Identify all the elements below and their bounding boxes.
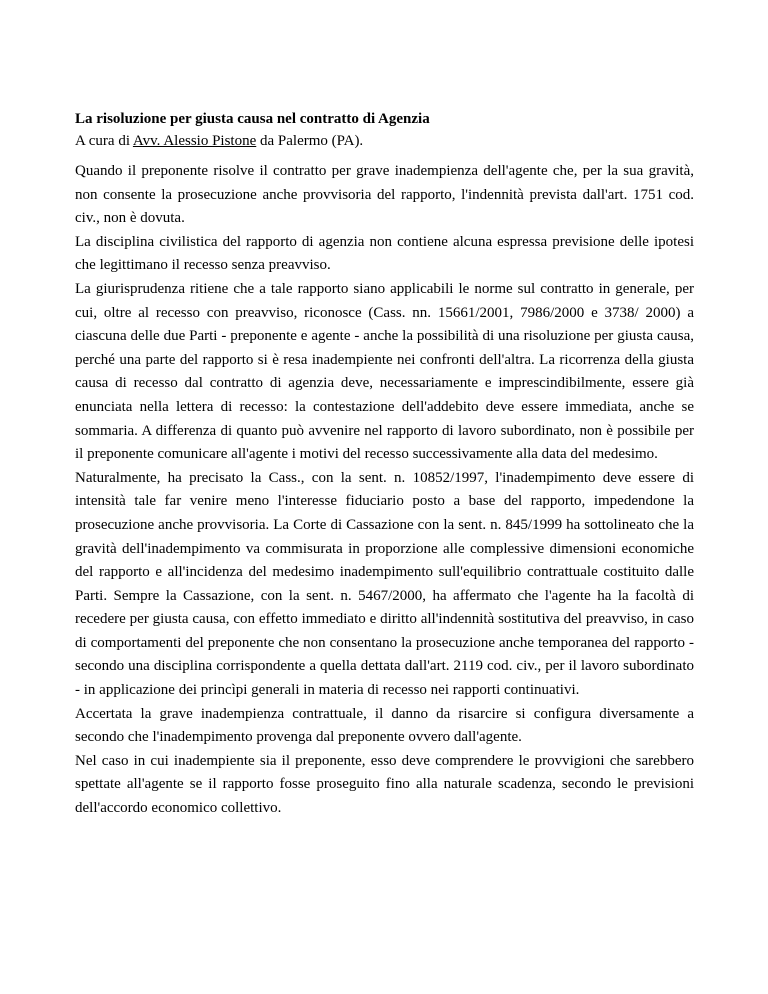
paragraph-1: Quando il preponente risolve il contratto per grave inadempienza dell'agente che, per la sua gravità, non consente la prosecuzione anche provvisoria del rapporto, l'indennità prevista dall'art. 1751 cod. civ., non è dovuta. xyxy=(75,163,694,227)
byline-prefix: A cura di xyxy=(75,133,133,149)
author-link[interactable]: Avv. Alessio Pistone xyxy=(132,133,257,149)
byline-suffix: da Palermo (PA). xyxy=(256,133,364,149)
document-title: La risoluzione per giusta causa nel contratto di Agenzia xyxy=(75,111,430,127)
paragraph-5: Accertata la grave inadempienza contrattuale, il danno da risarcire si configura diversamente a secondo che l'inadempimento provenga dal preponente ovvero dall'agente. xyxy=(75,705,694,746)
paragraph-2: La disciplina civilistica del rapporto di agenzia non contiene alcuna espressa previsione delle ipotesi che legittimano il recesso senza preavviso. xyxy=(75,233,694,274)
document-byline xyxy=(75,130,694,152)
paragraph-6: Nel caso in cui inadempiente sia il preponente, esso deve comprendere le provvigioni che sarebbero spettate all'agente se il rapporto fosse proseguito fino alla naturale scadenza, secondo le previsioni dell'accordo economico collettivo. xyxy=(75,752,694,817)
document-page xyxy=(75,108,694,821)
paragraph-3: La giurisprudenza ritiene che a tale rapporto siano applicabili le norme sul contratto in generale, per cui, oltre al recesso con preavviso, riconosce (Cass. nn. 15661/2001, 7986/2000 e 3738/ 2000) a ciascuna delle due Parti - preponente e agente - anche la possibilità di una risoluzione per giusta causa, perché una parte del rapporto si è resa inadempiente nei confronti dell'altra. La ricorrenza della giusta causa di recesso dal contratto di agenzia deve, necessariamente e imprescindibilmente, essere già enunciata nella lettera di recesso: la contestazione dell'addebito deve essere immediata, anche se sommaria. A differenza di quanto può avvenire nel rapporto di lavoro subordinato, non è possibile per il preponente comunicare all'agente i motivi del recesso successivamente alla data del medesimo. xyxy=(75,280,694,463)
paragraph-4: Naturalmente, ha precisato la Cass., con la sent. n. 10852/1997, l'inadempimento deve essere di intensità tale far venire meno l'interesse fiduciario posto a base del rapporto, impedendone la prosecuzione anche provvisoria. La Corte di Cassazione con la sent. n. 845/1999 ha sottolineato che la gravità dell'inadempimento va commisurata in proporzione alle complessive dimensioni economiche del rapporto e all'incidenza del medesimo inadempimento sull'equilibrio contrattuale costituito dalle Parti. Sempre la Cassazione, con la sent. n. 5467/2000, ha affermato che l'agente ha la facoltà di recedere per giusta causa, con effetto immediato e diritto all'indennità sostitutiva del preavviso, in caso di comportamenti del preponente che non consentano la prosecuzione anche temporanea del rapporto - secondo una disciplina corrispondente a quella dettata dall'art. 2119 cod. civ., per il lavoro subordinato - in applicazione dei princìpi generali in materia di recesso nei rapporti continuativi. xyxy=(75,469,694,699)
